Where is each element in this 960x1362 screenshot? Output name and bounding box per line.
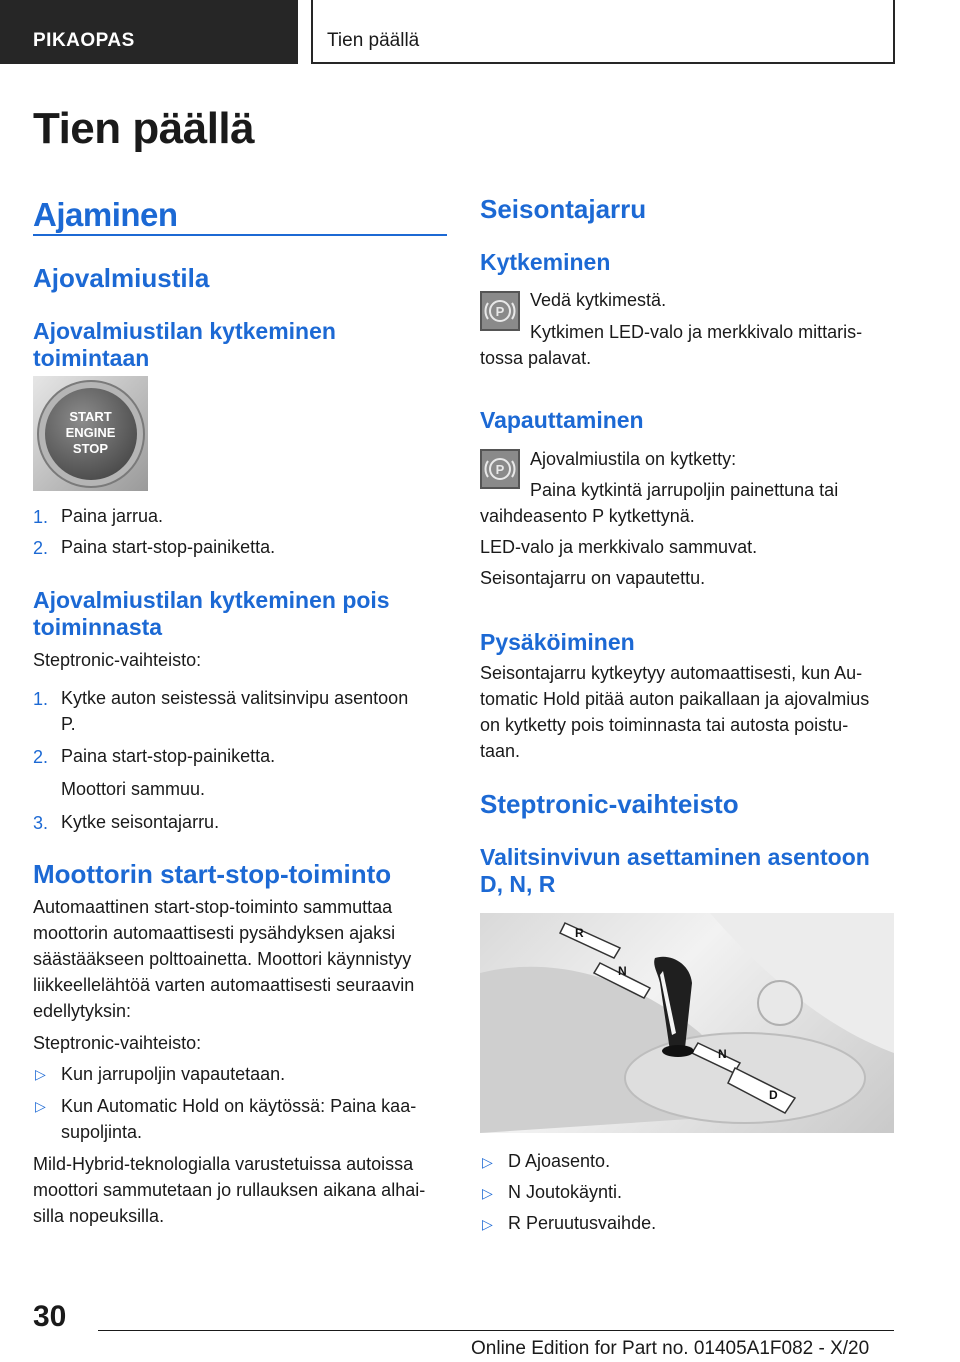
heading-pysakoiminen: Pysäköiminen [480,629,635,655]
svg-text:P: P [495,462,505,477]
heading-valitsin-line1: Valitsinvivun asettaminen asentoon [480,844,870,870]
gear-label-d: D [769,1088,778,1102]
startstop-intro: Steptronic-vaihteisto: [33,1033,202,1053]
heading-kytkeminen-line2: toimintaan [33,345,150,371]
step-result: Moottori sammuu. [61,779,206,799]
heading-pois-line2: toiminnasta [33,614,163,640]
vapauttaminen-text: LED-valo ja merkkivalo sammuvat. [480,537,758,557]
heading-pois-line1: Ajovalmiustilan kytkeminen pois [33,587,390,613]
triangle-right-icon: ▷ [482,1216,493,1232]
heading-vapauttaminen: Vapauttaminen [480,407,644,433]
paragraph-line: liikkeellelähtöä varten automaattisesti seuraavin [33,975,415,995]
step-text: P. [61,714,76,734]
step-text: Kytke seisontajarru. [61,812,220,832]
pois-intro: Steptronic-vaihteisto: [33,650,202,670]
gear-description: N Joutokäynti. [508,1182,623,1202]
vapauttaminen-text: Ajovalmiustila on kytketty: [530,449,737,469]
step-text: Kytke auton seistessä valitsinvipu asentoon [61,688,409,708]
heading-valitsin-line2: D, N, R [480,871,556,897]
bullet-text: Kun Automatic Hold on käytössä: Paina kaa- [61,1096,417,1116]
kytkeminen-text: Kytkimen LED-valo ja merkkivalo mittaris- [530,322,863,342]
footer-edition: Online Edition for Part no. 01405A1F082 - X/20 [471,1338,870,1359]
bullet-text: Kun jarrupoljin vapautetaan. [61,1064,286,1084]
triangle-right-icon: ▷ [35,1066,46,1082]
step-number: 1. [33,507,49,527]
paragraph-line: Seisontajarru kytkeytyy automaattisesti, kun Au- [480,663,863,683]
button-text-engine: ENGINE [65,425,116,440]
bullet-text: supoljinta. [61,1122,143,1142]
paragraph-line: Automaattinen start-stop-toiminto sammuttaa [33,897,393,917]
paragraph-line: edellytyksin: [33,1001,132,1021]
step-text: Paina start-stop-painiketta. [61,537,276,557]
page-number: 30 [33,1300,67,1333]
gear-label-n: N [718,1047,727,1061]
heading-kytkeminen-line1: Ajovalmiustilan kytkeminen [33,318,336,344]
heading-seisontajarru: Seisontajarru [480,194,647,224]
heading-rule [33,234,447,236]
step-text: Paina jarrua. [61,506,164,526]
vapauttaminen-text: vaihdeasento P kytkettynä. [480,506,695,526]
paragraph-line: Mild-Hybrid-teknologialla varustetuissa autoissa [33,1154,414,1174]
vapauttaminen-text: Paina kytkintä jarrupoljin painettuna tai [530,480,839,500]
paragraph-line: silla nopeuksilla. [33,1206,165,1226]
paragraph-line: taan. [480,741,521,761]
step-number: 3. [33,813,49,833]
heading-steptronic: Steptronic-vaihteisto [480,789,739,819]
footer-rule [98,1330,894,1331]
step-number: 1. [33,689,49,709]
heading-startstop: Moottorin start-stop-toiminto [33,859,392,889]
kytkeminen-text: Vedä kytkimestä. [530,290,667,310]
svg-text:P: P [495,304,505,319]
paragraph-line: säästääkseen polttoainetta. Moottori käynnistyy [33,949,412,969]
parking-brake-icon [480,291,520,331]
heading-ajaminen: Ajaminen [33,196,178,233]
step-text: Paina start-stop-painiketta. [61,746,276,766]
triangle-right-icon: ▷ [482,1154,493,1170]
step-number: 2. [33,747,49,767]
start-stop-button-image [33,376,148,491]
paragraph-line: tomatic Hold pitää auton paikallaan ja ajovalmius [480,689,870,709]
button-text-stop: STOP [72,441,109,456]
gear-label-n: N [618,964,627,978]
gear-label-r: R [575,926,584,940]
paragraph-line: moottorin automaattisesti pysähdyksen ajaksi [33,923,396,943]
parking-brake-icon [480,449,520,489]
paragraph-line: moottori sammutetaan jo rullauksen aikana alhai- [33,1180,426,1200]
page-title: Tien päällä [33,104,255,153]
triangle-right-icon: ▷ [482,1185,493,1201]
header-section-label: PIKAOPAS [33,30,135,51]
gear-selector-image [480,913,894,1133]
heading-kytkeminen: Kytkeminen [480,249,611,275]
header-chapter-label: Tien päällä [327,30,420,51]
paragraph-line: on kytketty pois toiminnasta tai autosta poistu- [480,715,849,735]
header-chapter-box [311,0,895,64]
gear-description: R Peruutusvaihde. [508,1213,657,1233]
heading-ajovalmiustila: Ajovalmiustila [33,263,210,293]
header-section-tab [0,0,298,64]
kytkeminen-text: tossa palavat. [480,348,592,368]
button-text-start: START [69,409,112,424]
triangle-right-icon: ▷ [35,1098,46,1114]
step-number: 2. [33,538,49,558]
gear-selector-illustration [480,913,894,1133]
vapauttaminen-text: Seisontajarru on vapautettu. [480,568,706,588]
gear-description: D Ajoasento. [508,1151,611,1171]
